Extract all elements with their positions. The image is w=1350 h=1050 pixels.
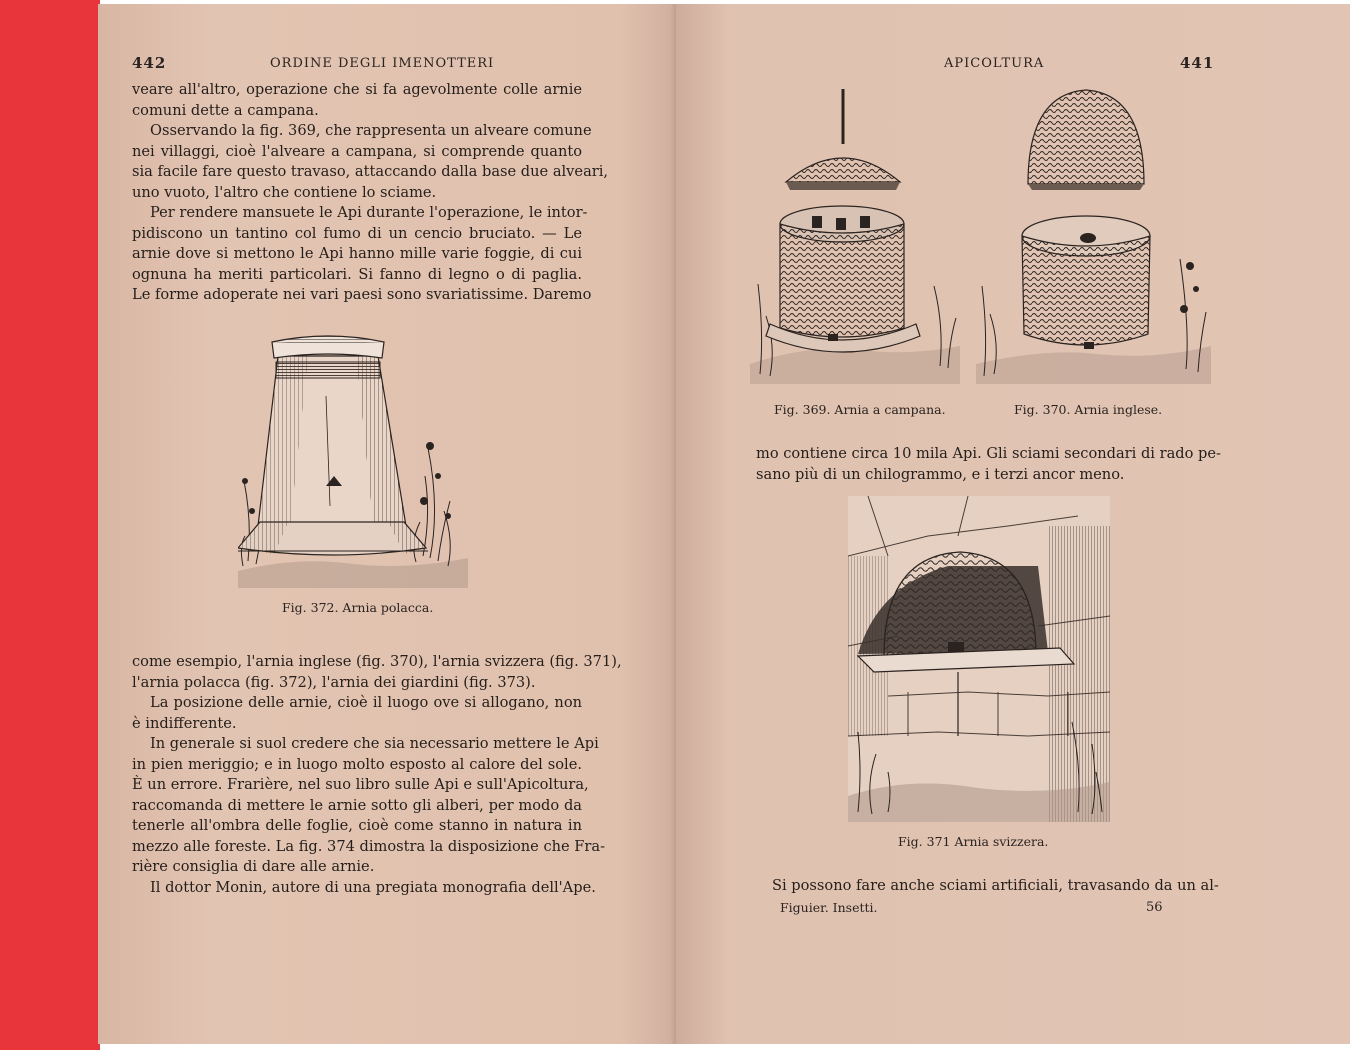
caption-fig-371: Fig. 371 Arnia svizzera. — [898, 834, 1049, 849]
text-line: ognuna ha meriti particolari. Si fanno di legno o di paglia. — [132, 265, 582, 283]
caption-fig-370: Fig. 370. Arnia inglese. — [1014, 402, 1163, 417]
text-line: rière consiglia di dare alle arnie. — [132, 858, 375, 875]
text-line: Il dottor Monin, autore di una pregiata monografia dell'Ape. — [150, 878, 596, 896]
text-line: arnie dove si mettono le Api hanno mille varie foggie, di cui — [132, 245, 582, 262]
text-line: Si possono fare anche sciami artificiali, travasando da un al- — [772, 877, 1219, 894]
signature-right: 56 — [1146, 900, 1163, 915]
text-line: come esempio, l'arnia inglese (fig. 370), l'arnia svizzera (fig. 371), — [132, 653, 622, 670]
left-page — [98, 4, 676, 1044]
text-line: è indifferente. — [132, 714, 237, 732]
signature-left: Figuier. Insetti. — [780, 900, 878, 915]
left-running-head: ORDINE DEGLI IMENOTTERI — [270, 56, 495, 71]
right-text-mid — [756, 444, 1221, 485]
text-line: Per rendere mansuete le Api durante l'operazione, le intor- — [150, 204, 588, 221]
text-line: La posizione delle arnie, cioè il luogo ove si allogano, non — [150, 694, 582, 711]
text-line: l'arnia polacca (fig. 372), l'arnia dei giardini (fig. 373). — [132, 673, 536, 691]
text-line: Osservando la fig. 369, che rappresenta un alveare comune — [150, 122, 592, 139]
figure-371-swiss-hive-illustration — [848, 496, 1110, 822]
figure-369-bell-hive-illustration — [750, 84, 960, 384]
text-line: raccomanda di mettere le arnie sotto gli alberi, per modo da — [132, 796, 582, 814]
text-line: uno vuoto, l'altro che contiene lo sciame. — [132, 183, 437, 201]
left-page-number: 442 — [132, 54, 167, 72]
text-line: in pien meriggio; e in luogo molto esposto al calore del sole. — [132, 755, 582, 773]
text-line: mo contiene circa 10 mila Api. Gli sciami secondari di rado pe- — [756, 445, 1221, 462]
caption-fig-372: Fig. 372. Arnia polacca. — [282, 600, 434, 615]
figure-372-polish-hive-illustration — [238, 326, 468, 588]
left-text-top — [132, 80, 609, 306]
text-line: mezzo alle foreste. La fig. 374 dimostra la disposizione che Fra- — [132, 837, 606, 855]
text-line: comuni dette a campana. — [132, 101, 319, 119]
right-page — [676, 4, 1350, 1044]
text-line: In generale si suol credere che sia necessario mettere le Api — [150, 735, 599, 752]
text-line: tenerle all'ombra delle foglie, cioè come stanno in natura in — [132, 817, 582, 834]
text-line: Le forme adoperate nei vari paesi sono svariatissime. Daremo — [132, 286, 592, 303]
background-red-edge — [0, 0, 100, 1050]
left-text-bottom — [132, 652, 622, 898]
caption-fig-369: Fig. 369. Arnia a campana. — [774, 402, 946, 417]
right-page-number: 441 — [1180, 54, 1215, 72]
text-line: pidiscono un tantino col fumo di un cencio bruciato. — Le — [132, 224, 582, 242]
right-text-bottom — [772, 876, 1219, 897]
figure-370-english-hive-illustration — [976, 84, 1211, 384]
text-line: sano più di un chilogrammo, e i terzi ancor meno. — [756, 465, 1125, 483]
right-running-head: APICOLTURA — [944, 56, 1045, 71]
text-line: sia facile fare questo travaso, attaccando dalla base due alveari, — [132, 163, 609, 180]
text-line: nei villaggi, cioè l'alveare a campana, si comprende quanto — [132, 142, 582, 160]
book-spread — [98, 4, 1350, 1044]
text-line: veare all'altro, operazione che si fa agevolmente colle arnie — [132, 81, 582, 98]
text-line: È un errore. Frarière, nel suo libro sulle Api e sull'Apicoltura, — [132, 776, 589, 793]
